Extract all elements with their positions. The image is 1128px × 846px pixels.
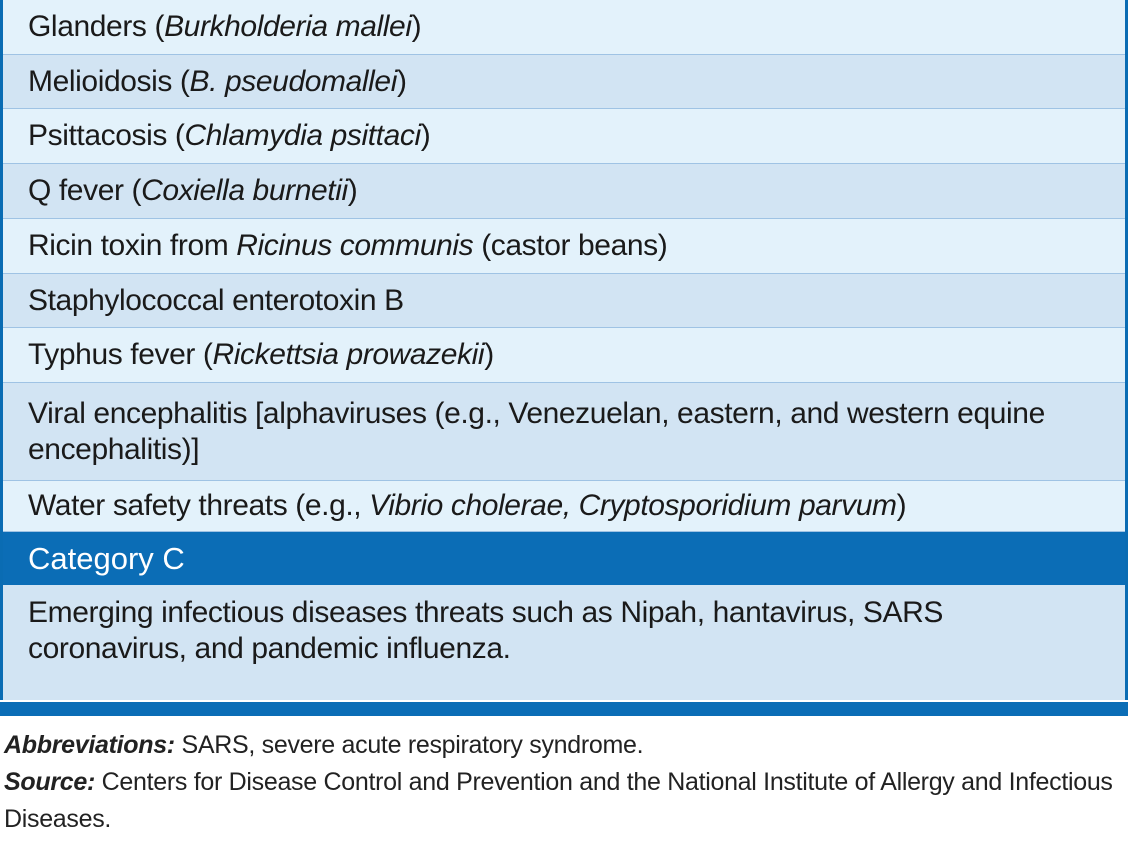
- table-row: Melioidosis (B. pseudomallei): [3, 55, 1125, 109]
- table-row: Typhus fever (Rickettsia prowazekii): [3, 328, 1125, 383]
- table-row: Viral encephalitis [alphaviruses (e.g., Venezuelan, eastern, and western equine encephalitis)]: [3, 383, 1125, 481]
- table-row: Psittacosis (Chlamydia psittaci): [3, 109, 1125, 164]
- table-row: Staphylococcal enterotoxin B: [3, 274, 1125, 328]
- table-footnotes: [4, 727, 1119, 838]
- table-bottom-rule: [0, 702, 1128, 716]
- table-row: Water safety threats (e.g., Vibrio cholerae, Cryptosporidium parvum): [3, 481, 1125, 532]
- table-row: Glanders (Burkholderia mallei): [3, 0, 1125, 55]
- source-note: Source: Centers for Disease Control and Prevention and the National Institute of Allergy and Infectious Diseases.: [4, 768, 1113, 833]
- table-row: Ricin toxin from Ricinus communis (castor beans): [3, 219, 1125, 274]
- category-c-row: Emerging infectious diseases threats such as Nipah, hantavirus, SARS coronavirus, and pandemic influenza.: [3, 585, 1125, 673]
- table-row: Q fever (Coxiella burnetii): [3, 164, 1125, 219]
- abbreviations-note: Abbreviations: SARS, severe acute respiratory syndrome.: [4, 731, 644, 759]
- table-row-spacer: [3, 673, 1125, 700]
- category-c-header: Category C: [3, 532, 1125, 585]
